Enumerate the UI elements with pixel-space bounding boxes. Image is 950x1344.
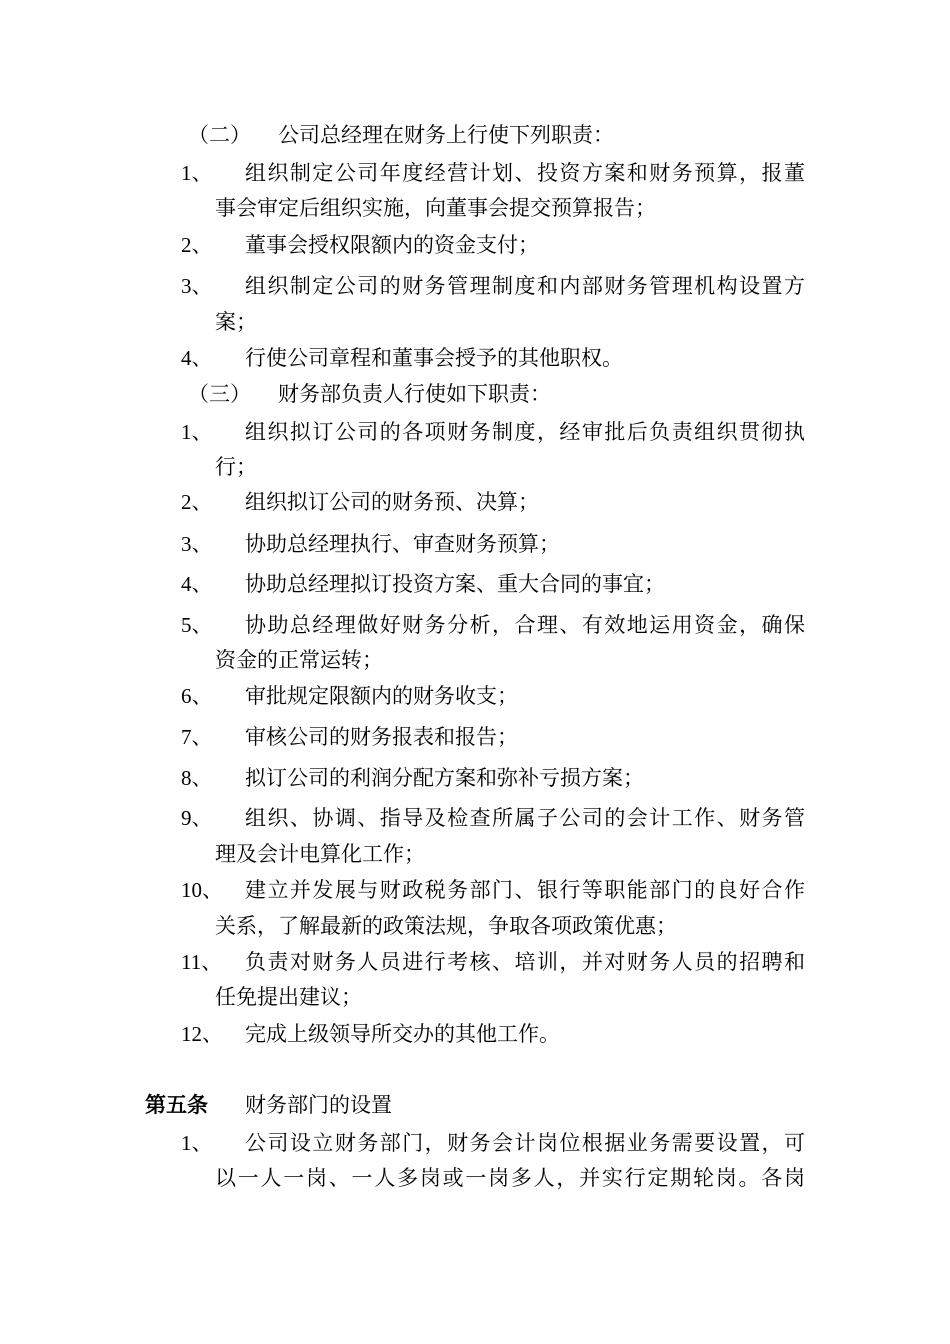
list-item-number: 11、 (181, 950, 223, 974)
list-item-text-continued: 资金的正常运转； (215, 648, 383, 672)
list-item-text-continued: 任免提出建议； (215, 985, 362, 1009)
list-item-number: 4、 (181, 346, 213, 370)
list-item-text: 组织制定公司的财务管理制度和内部财务管理机构设置方 (245, 274, 805, 298)
list-item-number: 12、 (181, 1022, 223, 1046)
list-item-text: 审批规定限额内的财务收支； (245, 684, 518, 708)
list-item-text-continued: 行； (215, 455, 257, 479)
section-2-title: 公司总经理在财务上行使下列职责： (278, 123, 614, 147)
section-3-title: 财务部负责人行使如下职责： (278, 382, 551, 406)
list-item-text: 组织拟订公司的财务预、决算； (245, 490, 539, 514)
list-item-number: 7、 (181, 725, 213, 749)
list-item-number: 8、 (181, 766, 213, 790)
list-item-text-continued: 关系，了解最新的政策法规，争取各项政策优惠； (215, 914, 677, 938)
list-item-number: 4、 (181, 572, 213, 596)
list-item-text: 协助总经理执行、审查财务预算； (245, 532, 560, 556)
list-item-text-continued: 案； (215, 310, 257, 334)
list-item-number: 2、 (181, 490, 213, 514)
list-item-number: 1、 (181, 420, 213, 444)
list-item-text: 组织拟订公司的各项财务制度，经审批后负责组织贯彻执 (245, 420, 805, 444)
list-item-text: 组织制定公司年度经营计划、投资方案和财务预算，报董 (245, 161, 805, 185)
list-item-number: 5、 (181, 613, 213, 637)
list-item-number: 2、 (181, 233, 213, 257)
list-item-text: 审核公司的财务报表和报告； (245, 725, 518, 749)
list-item-text: 组织、协调、指导及检查所属子公司的会计工作、财务管 (245, 806, 805, 830)
list-item-text-continued: 以一人一岗、一人多岗或一岗多人，并实行定期轮岗。各岗 (215, 1166, 805, 1190)
list-item-number: 1、 (181, 161, 213, 185)
list-item-text: 协助总经理做好财务分析，合理、有效地运用资金，确保 (245, 613, 805, 637)
list-item-number: 9、 (181, 806, 213, 830)
list-item-text: 协助总经理拟订投资方案、重大合同的事宜； (245, 572, 665, 596)
article-5-title: 财务部门的设置 (245, 1093, 392, 1117)
list-item-text: 行使公司章程和董事会授予的其他职权。 (245, 346, 623, 370)
list-item-number: 3、 (181, 532, 213, 556)
list-item-text: 董事会授权限额内的资金支付； (245, 233, 539, 257)
section-2-marker: （二） (188, 123, 251, 147)
list-item-text: 拟订公司的利润分配方案和弥补亏损方案； (245, 766, 644, 790)
list-item-number: 6、 (181, 684, 213, 708)
list-item-number: 1、 (181, 1131, 213, 1155)
list-item-text-continued: 理及会计电算化工作； (215, 842, 425, 866)
section-3-marker: （三） (188, 382, 251, 406)
article-5-label: 第五条 (145, 1093, 208, 1117)
list-item-text: 建立并发展与财政税务部门、银行等职能部门的良好合作 (245, 878, 805, 902)
list-item-text: 负责对财务人员进行考核、培训，并对财务人员的招聘和 (245, 950, 805, 974)
list-item-text: 公司设立财务部门，财务会计岗位根据业务需要设置，可 (245, 1131, 805, 1155)
list-item-text: 完成上级领导所交办的其他工作。 (245, 1022, 560, 1046)
list-item-number: 3、 (181, 274, 213, 298)
list-item-text-continued: 事会审定后组织实施，向董事会提交预算报告； (215, 196, 656, 220)
list-item-number: 10、 (181, 878, 223, 902)
